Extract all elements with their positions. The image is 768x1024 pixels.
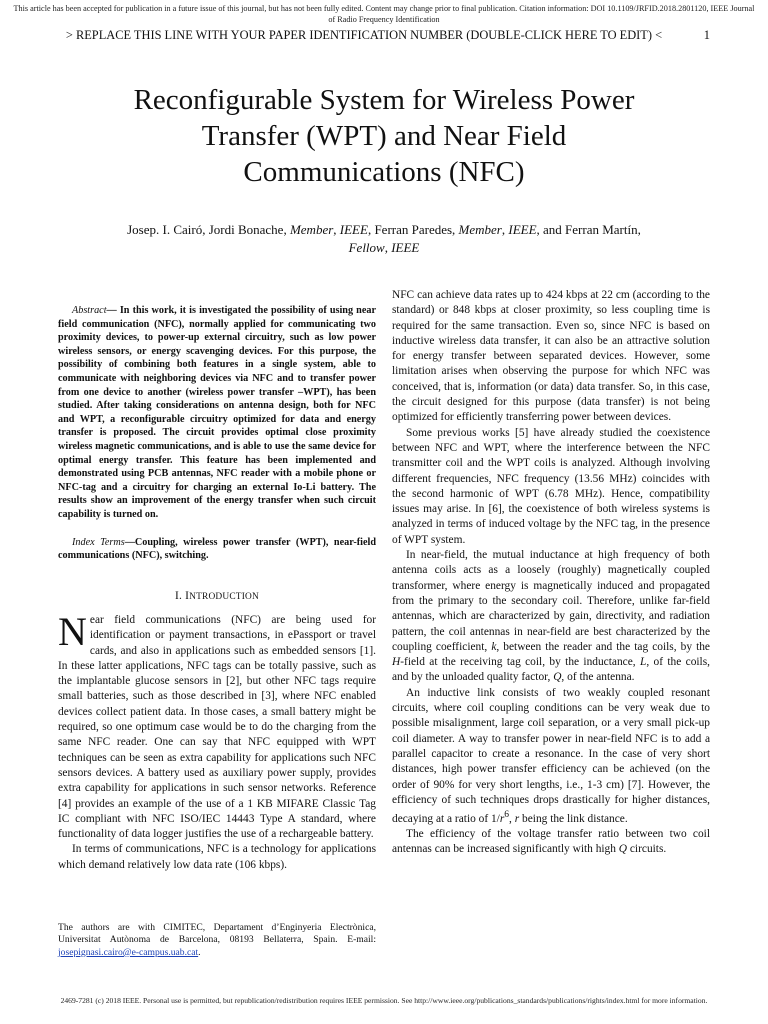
author-names-1: Josep. I. Cairó, Jordi Bonache,	[127, 222, 290, 237]
paper-id-placeholder[interactable]: > REPLACE THIS LINE WITH YOUR PAPER IDENTIFICATION NUMBER (DOUBLE-CLICK HERE TO EDIT) <	[65, 28, 663, 42]
publication-notice-line1: This article has been accepted for publication in a future issue of this journal, but has not been fully edited. Content may change prior to final publication. Citation information: DOI 10.1109/JRFID.2018.2801120, IEEE Journal	[13, 4, 755, 13]
right-paragraph-5	[392, 827, 710, 858]
author-grade-2: Member	[458, 222, 502, 237]
intro-paragraph-2: In terms of communications, NFC is a technology for applications which demand relatively low data rate (106 kbps).	[58, 843, 376, 871]
author-society-3: IEEE	[391, 240, 420, 255]
intro-paragraph-1	[58, 608, 376, 842]
p5-text-a: The efficiency of the voltage transfer ratio between two coil antennas can be increased significantly with high	[392, 828, 710, 856]
p4-text-b: ,	[509, 812, 515, 825]
publication-notice	[10, 3, 758, 25]
right-paragraph-2: Some previous works [5] have already studied the coexistence between NFC and WPT, where the interference between the NFC transmitter coil and the WPT coils is analyzed. Although involving different frequencies, NFC frequency (13.56 MHz) coincides with the second harmonic of WPT (6.78 MHz). Hence, compatibility issues may arise. In [6], the coexistence of both wireless systems is analyzed in terms of induced voltage by the NFC tag, in the presence of WPT system.	[392, 426, 710, 546]
author-names-3: , and Ferran Martín,	[536, 222, 641, 237]
right-column	[392, 288, 710, 858]
p3-text-e: , of the antenna.	[561, 671, 635, 684]
p5-text-b: circuits.	[627, 843, 667, 856]
author-sep-3: ,	[384, 240, 392, 255]
symbol-l: L	[639, 656, 647, 669]
symbol-q: Q	[553, 671, 562, 684]
p3-text-d: , of the coils, and by the unloaded quality factor,	[392, 656, 710, 684]
index-terms	[58, 536, 376, 563]
author-society-2: IEEE	[508, 222, 537, 237]
author-email-link[interactable]: josepignasi.cairo@e-campus.uab.cat	[58, 946, 199, 958]
symbol-r: r	[499, 812, 505, 825]
p3-text-c: -field at the receiving tag coil, by the inductance,	[400, 656, 640, 669]
section-numeral: I.	[175, 589, 186, 602]
drop-cap: N	[58, 608, 87, 654]
title-line-1: Reconfigurable System for Wireless Power	[133, 84, 635, 116]
right-paragraph-4	[392, 686, 710, 827]
author-names-2: , Ferran Paredes,	[367, 222, 459, 237]
author-line-1	[60, 221, 708, 239]
page-number: 1	[703, 28, 710, 42]
p3-text-a: In near-field, the mutual inductance at high frequency of both antenna coils acts as a loosely (roughly) magnetically coupled transformer, where energy is magnetically induced and propagated from the primary to the secondary coil. Therefore, unlike far-field antennas, which are characterized by gain, directivity, and radiation pattern, the coil antennas in near-field are best characterized by the coupling coefficient,	[392, 549, 710, 653]
title-line-2: Transfer (WPT) and Near Field	[201, 120, 567, 152]
index-terms-label: Index Terms	[72, 536, 125, 548]
author-line-2	[60, 239, 708, 257]
section-initial: I	[185, 589, 190, 602]
author-grade-1: Member	[289, 222, 334, 237]
abstract-label: Abstract	[72, 305, 107, 316]
author-grade-3: Fellow	[348, 240, 385, 255]
right-paragraph-1: NFC can achieve data rates up to 424 kbps at 22 cm (according to the standard) or 848 kbps at closer proximity, so less coupling time is required for the same transaction. Even so, since NFC is based on inductive wireless data transfer, it can also be an attractive solution for energy transfer between separated devices. However, some limitation arises when observing the purpose for which NFC was conceived, that is, information (or data) data transfer. So, in this case, the circuit designed for this purpose (data transfer) is not being optimized for efficiently transferring power between devices.	[392, 289, 710, 424]
author-society-1: IEEE	[339, 222, 368, 237]
left-column	[58, 304, 376, 873]
author-list	[60, 221, 708, 257]
symbol-k: k	[491, 640, 497, 653]
title-line-3: Communications (NFC)	[243, 156, 525, 188]
publication-notice-line2: of Radio Frequency Identification	[328, 15, 440, 24]
symbol-r-2: r	[514, 812, 520, 825]
section-title-rest: NTRODUCTION	[189, 591, 259, 602]
footnote-text: The authors are with CIMITEC, Departament d’Enginyeria Electrònica, Universitat Autònoma de Barcelona, 08193 Bellaterra, Spain. E-mail:	[58, 922, 376, 946]
abstract	[58, 304, 376, 522]
section-heading-introduction	[58, 589, 376, 605]
author-sep-1: ,	[333, 222, 340, 237]
paper-title	[60, 82, 708, 190]
abstract-text: — In this work, it is investigated the possibility of using near field communication (NFC), normally applied for communicating two proximity devices, to power-up external circuitry, such as low power wireless sensors, or energy scavenging devices. For this purpose, the possibility of combining both features in a single system, able to communicate with neighboring devices via NFC and to transfer power from one device to another (wireless power transfer –WPT), has been studied. After taking considerations on antenna design, both for NFC and WPT, a reconfigurable circuitry optimized for data and energy transfer is proposed. The circuit provides optimal close proximity wireless magnetic communications, and is able to use the same device for optimal energy transfer. This feature has been implemented and demonstrated using PCB antennas, NFC reader with a mobile phone or NFC-tag and a circuitry for charging an external Io-Li battery. The results show an improvement of the energy transfer when such circuit capability is turned on.	[58, 305, 376, 520]
intro-paragraph-1-text: ear field communications (NFC) are being used for identification or payment transactions, in ePassport or travel cards, and also in applications such as embedded sensors [1]. In these latter applications, NFC tags can be totally passive, such as the implantable glucose sensors in [2], but other NFC tags require small batteries, such as those described in [3], where NFC enabled devices collect patient data. In those cases, a small battery might be required, so one optimum case would be to do the charging from the same NFC reader. One can say that NFC equipped with WPT techniques can be seen as extra capability for applications such NFC sensors devices. A battery used as auxiliary power supply, provides extra capability for applications in such sensor networks. Reference [4] provides an example of the use of a 1 KB MIFARE Classic Tag IC compliant with NFC ISO/IEC 14443 Type A standard, where functionality of data logger justifies the use of a rechargeable battery.	[58, 613, 376, 841]
symbol-h: H	[392, 656, 401, 669]
right-paragraph-3	[392, 548, 710, 686]
p4-text-a: An inductive link consists of two weakly coupled resonant circuits, where coil coupling conditions can be very weak due to possible misalignment, large coil separation, or a very small pick-up coil diameter. A way to transfer power in near-field NFC is to add a parallel capacitor to create a resonance. In the case of very short distances, high power transfer efficiency can be achieved (on the order of 90% for very short lengths, i.e., 1-3 cm) [7]. However, the efficiency of such techniques drops drastically for higher distances, decaying at a ratio of 1/	[392, 686, 710, 825]
symbol-q-2: Q	[618, 843, 628, 856]
p4-text-c: being the link distance.	[519, 812, 628, 825]
footnote-end: .	[198, 946, 201, 958]
copyright-notice: 2469-7281 (c) 2018 IEEE. Personal use is permitted, but republication/redistribution requires IEEE permission. See http://www.ieee.org/publications_standards/publications/rights/index.html for more information.	[60, 996, 708, 1005]
author-affiliation-footnote	[58, 922, 376, 959]
p3-text-b: , between the reader and the tag coils, by the	[496, 640, 710, 653]
index-terms-text: —Coupling, wireless power transfer (WPT), near-field communications (NFC), switching.	[58, 536, 376, 562]
author-sep-2: ,	[501, 222, 509, 237]
exponent-6: 6	[504, 810, 510, 821]
